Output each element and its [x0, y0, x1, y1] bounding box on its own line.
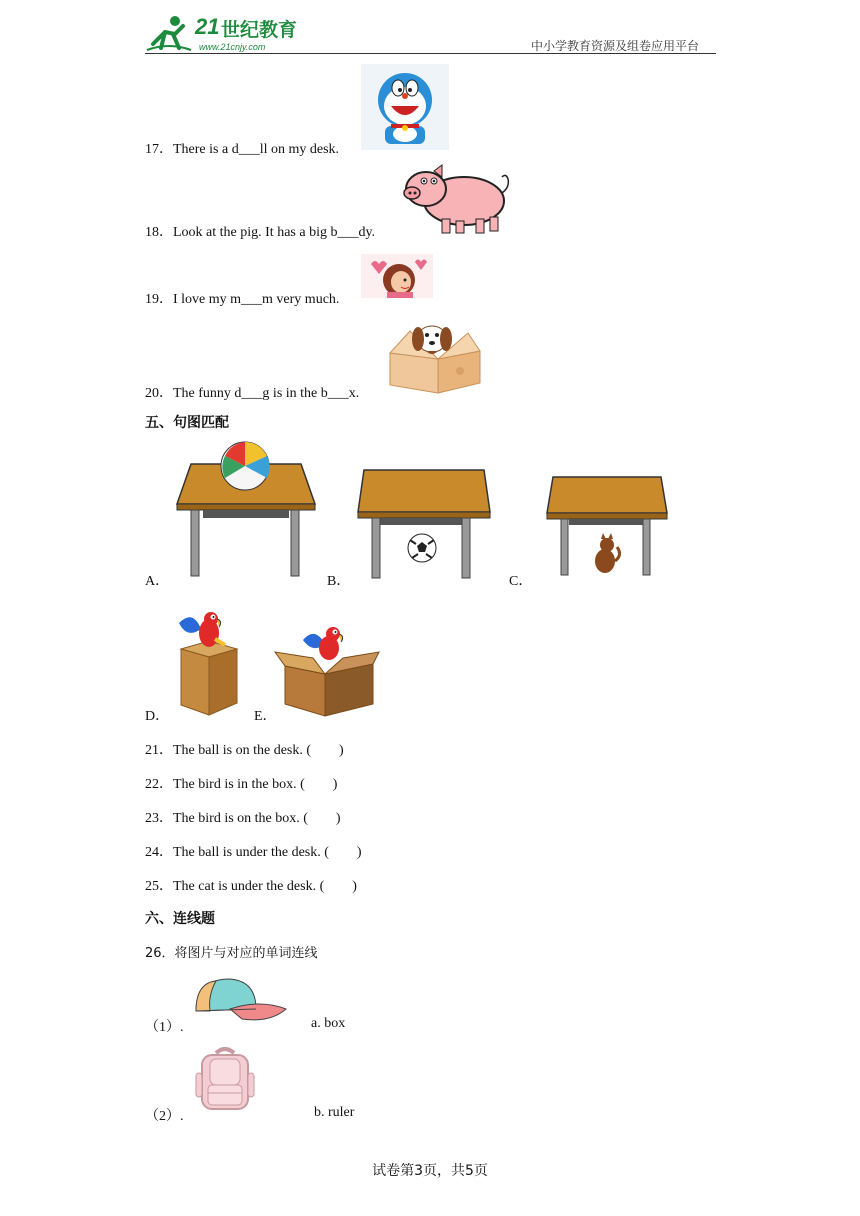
match-word-b: b. ruler — [314, 1105, 355, 1120]
question-24 — [145, 841, 362, 861]
match-item-label: （2）. — [145, 1109, 184, 1124]
runner-logo-icon — [145, 14, 193, 52]
section-title-matching: 五、句图匹配 — [145, 415, 229, 431]
mom-image — [361, 254, 433, 298]
cap-image — [190, 975, 288, 1027]
question-number: 26． — [145, 946, 175, 961]
question-number: 18． — [145, 225, 173, 240]
question-number: 25． — [145, 879, 173, 894]
question-text: The cat is under the desk. ( ) — [173, 879, 357, 894]
option-a-label: A． — [145, 574, 170, 589]
platform-text: 中小学教育资源及组卷应用平台 — [531, 39, 700, 53]
question-22 — [145, 773, 337, 793]
logo-text: 世纪教育 — [221, 19, 298, 41]
option-a-ball-on-desk-image — [173, 440, 319, 580]
question-26 — [145, 942, 318, 961]
option-e-label: E． — [254, 709, 277, 724]
question-text: 将图片与对应的单词连线 — [174, 946, 318, 961]
section-title-matching-lines: 六、连线题 — [145, 911, 215, 927]
question-text: The bird is in the box. ( ) — [173, 777, 338, 792]
page-footer: 试卷第3页，共5页 — [372, 1163, 488, 1179]
question-number: 19． — [145, 292, 173, 307]
match-item-label: （1）. — [145, 1020, 184, 1035]
question-17 — [145, 138, 339, 158]
pig-image — [398, 163, 516, 235]
question-text: The ball is under the desk. ( ) — [173, 845, 362, 860]
match-word-a: a. box — [311, 1016, 346, 1031]
option-d-label: D． — [145, 709, 170, 724]
question-text: Look at the pig. It has a big b___dy. — [173, 225, 376, 240]
question-number: 21． — [145, 743, 173, 758]
question-25 — [145, 875, 357, 895]
dog-in-box-image — [382, 317, 486, 395]
question-18 — [145, 221, 375, 241]
option-b-ball-under-desk-image — [356, 468, 492, 582]
question-text: There is a d___ll on my desk. — [173, 142, 340, 157]
question-number: 17． — [145, 142, 173, 157]
option-c-cat-under-desk-image — [545, 475, 669, 579]
option-b-label: B． — [327, 574, 351, 589]
option-e-bird-in-box-image — [273, 624, 381, 718]
question-20 — [145, 382, 359, 402]
question-19 — [145, 288, 339, 308]
question-number: 24． — [145, 845, 173, 860]
question-21 — [145, 739, 344, 759]
match-item-2 — [145, 1105, 184, 1125]
doraemon-doll-image — [361, 64, 449, 150]
logo-url: www.21cnjy.com — [199, 42, 266, 52]
match-item-1 — [145, 1016, 184, 1036]
logo-number: 21 — [195, 14, 220, 39]
question-text: I love my m___m very much. — [173, 292, 340, 307]
question-text: The ball is on the desk. ( ) — [173, 743, 344, 758]
question-number: 22． — [145, 777, 173, 792]
question-number: 23． — [145, 811, 173, 826]
backpack-image — [194, 1045, 256, 1113]
header-rule — [145, 53, 716, 54]
question-23 — [145, 807, 341, 827]
question-text: The bird is on the box. ( ) — [173, 811, 341, 826]
question-number: 20． — [145, 386, 173, 401]
option-d-bird-on-box-image — [173, 605, 245, 717]
question-text: The funny d___g is in the b___x. — [173, 386, 360, 401]
option-c-label: C． — [509, 574, 533, 589]
header-logo — [145, 12, 315, 54]
